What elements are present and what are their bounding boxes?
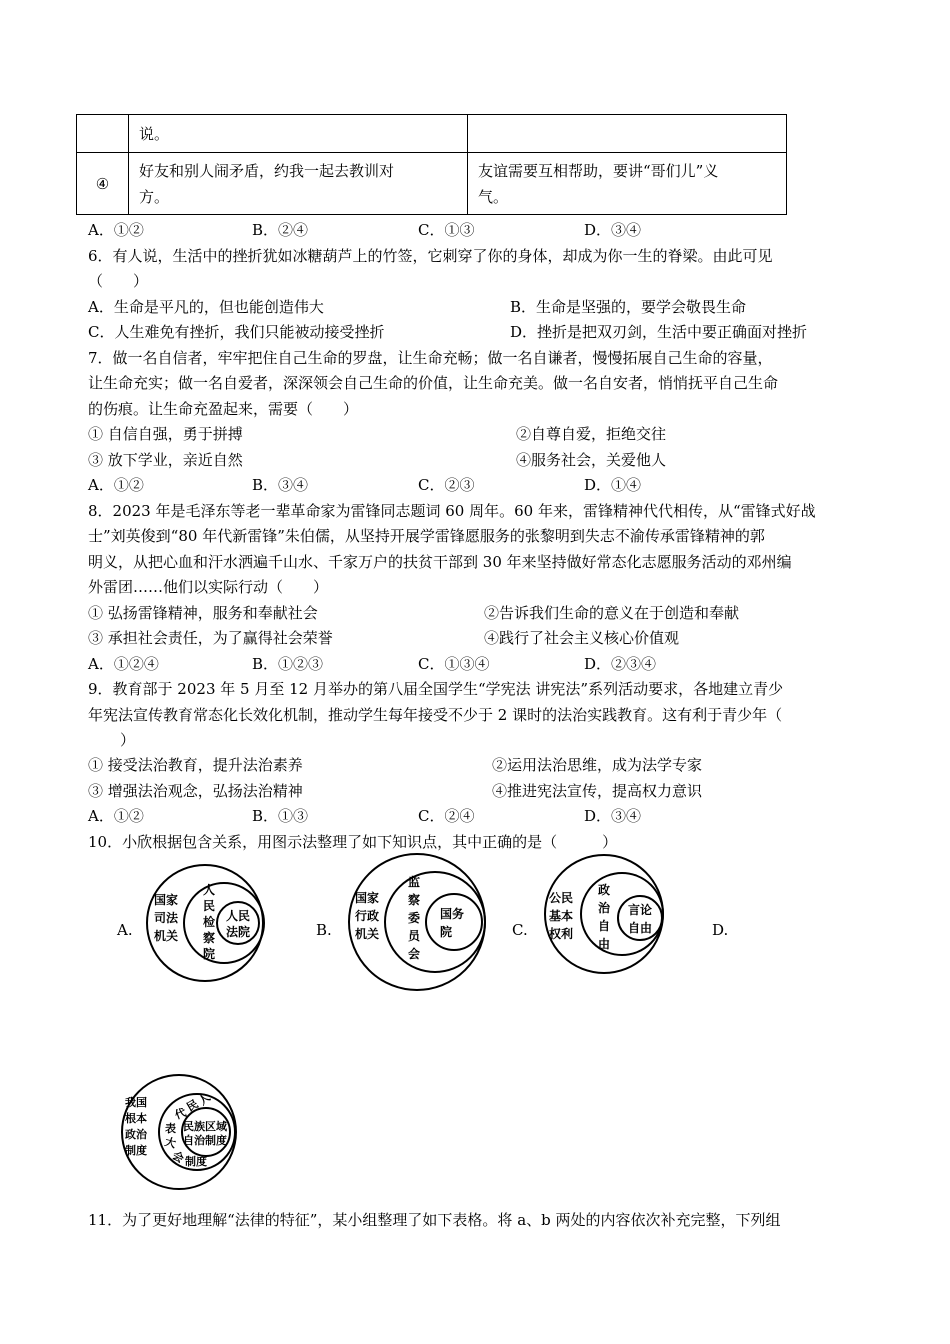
diagram-label: 会 [408,947,421,961]
diagram-label: 国家 [355,891,380,905]
diagram-label: 察 [408,893,421,907]
q8-item-3: ③ 承担社会责任，为了赢得社会荣誉 [88,629,333,647]
q9-stem: ） [120,731,136,749]
diagram-label: 察 [203,931,216,945]
q7-item-2: ②自尊自爱，拒绝交往 [516,425,667,443]
q7-option-a: A．①② [88,476,144,494]
q9-stem: 年宪法宣传教育常态化长效化机制，推动学生每年接受不少于 2 课时的法治实践教育。这有利于青少年（ [88,706,783,724]
q6-option-c: C．人生难免有挫折，我们只能被动接受挫折 [88,323,385,341]
cell-line: 气。 [478,187,509,206]
q9-item-3: ③ 增强法治观念，弘扬法治精神 [88,782,303,800]
diagram-c [540,854,670,974]
q7-option-c: C．②③ [418,476,475,494]
q9-option-c: C．②④ [418,807,475,825]
q7-stem: 7．做一名自信者，牢牢把住自己生命的罗盘，让生命充畅；做一名自谦者，慢慢拓展自己生命的容量， [88,349,773,367]
diagram-label: 民 [184,1097,201,1115]
q8-option-d: D．②③④ [584,655,657,673]
diagram-label: 自 [598,919,611,933]
q5-option-b: B．②④ [252,221,309,239]
table-cell-right [468,115,787,153]
cell-line: 友谊需要互相帮助，要讲“哥们儿”义 [478,161,719,180]
inner-circle [426,894,482,950]
diagram-label: 人 [196,1090,213,1108]
diagram-label: 民 [203,899,216,913]
diagram-label: 自治制度 [183,1134,227,1147]
q9-option-b: B．①③ [252,807,309,825]
diagram-label: 人民 [226,909,251,923]
diagram-label: 人 [203,883,216,897]
q5-option-a: A．①② [88,221,144,239]
table-cell-right [468,153,787,215]
q9-option-d: D．③④ [584,807,642,825]
q5-option-c: C．①③ [418,221,475,239]
q7-stem: 让生命充实；做一名自爱者，深深领会自己生命的价值，让生命充美。做一名自安者，悄悄抚平自己生命 [88,374,779,392]
q6-stem: （ ） [88,272,149,290]
diagram-label: 行政 [355,909,380,923]
diagram-label: 公民 [549,891,574,905]
table-cell-left: 说。 [129,115,468,153]
diagram-b [342,852,492,992]
q10-label-a: A. [117,921,133,939]
q7-option-b: B．③④ [252,476,309,494]
q7-item-3: ③ 放下学业，亲近自然 [88,451,243,469]
q9-stem: 9．教育部于 2023 年 5 月至 12 月举办的第八届全国学生“学宪法 讲宪法”系列活动要求，各地建立青少 [88,680,784,698]
diagram-label: 我国 [125,1096,147,1109]
diagram-label: 代 [173,1105,188,1122]
q10-stem: 10．小欣根据包含关系，用图示法整理了如下知识点，其中正确的是（ ） [88,833,618,851]
q5-option-d: D．③④ [584,221,642,239]
q8-option-a: A．①②④ [88,655,159,673]
diagram-label: 员 [408,929,421,943]
q6-option-a: A．生命是平凡的，但也能创造伟大 [88,298,324,316]
middle-circle [385,872,485,972]
diagram-label: 自由 [628,921,653,935]
diagram-label: 院 [440,925,453,939]
q9-item-4: ④推进宪法宣传，提高权力意识 [492,782,703,800]
q10-label-c: C. [512,921,528,939]
diagram-label: 国家 [154,893,179,907]
q7-option-d: D．①④ [584,476,642,494]
diagram-label: 法院 [226,925,251,939]
q8-stem: 士”刘英俊到“80 年代新雷锋”朱伯儒，从坚持开展学雷锋愿服务的张黎明到失志不渝传承雷锋精神的郭 [88,527,765,545]
diagram-a [140,862,270,984]
q11-stem: 11．为了更好地理解“法律的特征”，某小组整理了如下表格。将 a、b 两处的内容依次补充完整，下列组 [88,1211,781,1229]
table-row [77,153,787,215]
cell-line: 方。 [139,187,170,206]
diagram-label: 会 [170,1148,187,1166]
diagram-label: 权利 [549,927,574,941]
diagram-label: 制度 [125,1144,147,1157]
diagram-label: 政 [598,883,611,897]
diagram-label: 由 [598,937,611,951]
q7-stem: 的伤痕。让生命充盈起来，需要（ ） [88,400,359,418]
diagram-d [115,1074,245,1194]
table-cell-left [129,153,468,215]
diagram-label: 监 [408,875,421,889]
q8-stem: 明义，从把心血和汗水洒遍千山水、千家万户的扶贫干部到 30 年来坚持做好常态化志愿服务活动的邓州编 [88,553,792,571]
diagram-label: 治 [598,901,611,915]
diagram-label: 政治 [125,1128,147,1141]
diagram-label: 机关 [355,927,380,941]
diagram-label: 院 [203,947,216,961]
q6-option-b: B．生命是坚强的，要学会敬畏生命 [510,298,747,316]
diagram-label: 检 [203,915,216,929]
diagram-label: 国务 [440,907,465,921]
diagram-label: 基本 [549,909,574,923]
table-cell-num: ④ [77,153,129,215]
diagram-label: 言论 [628,903,653,917]
diagram-label: 机关 [154,929,179,943]
q8-option-b: B．①②③ [252,655,324,673]
diagram-label: 表 [165,1122,176,1135]
q8-item-1: ① 弘扬雷锋精神，服务和奉献社会 [88,604,318,622]
q8-stem: 外雷团……他们以实际行动（ ） [88,578,329,596]
diagram-label: 制度 [185,1155,207,1168]
answer-table [76,114,787,215]
q7-item-4: ④服务社会，关爱他人 [516,451,667,469]
cell-line: 好友和别人闹矛盾，约我一起去教训对 [139,161,395,180]
q7-item-1: ① 自信自强，勇于拼搏 [88,425,243,443]
q6-option-d: D．挫折是把双刃剑，生活中要正确面对挫折 [510,323,808,341]
q8-item-4: ④践行了社会主义核心价值观 [484,629,680,647]
q8-stem: 8．2023 年是毛泽东等老一辈革命家为雷锋同志题词 60 周年。60 年来，雷锋精神代代相传，从“雷锋式好战 [88,502,816,520]
table-cell-num [77,115,129,153]
diagram-label: 司法 [154,911,179,925]
q6-stem: 6．有人说，生活中的挫折犹如冰糖葫芦上的竹签，它刺穿了你的身体，却成为你一生的脊梁。由此可见 [88,247,773,265]
diagram-label: 大 [163,1135,178,1151]
q10-label-d: D. [712,921,729,939]
table-row [77,115,787,153]
q8-item-2: ②告诉我们生命的意义在于创造和奉献 [484,604,740,622]
q9-item-1: ① 接受法治教育，提升法治素养 [88,756,303,774]
diagram-label: 民族区域 [183,1120,227,1133]
q10-label-b: B. [316,921,332,939]
q9-option-a: A．①② [88,807,144,825]
diagram-label: 委 [408,911,421,925]
middle-circle [184,883,264,963]
diagram-label: 根本 [125,1112,147,1125]
q8-option-c: C．①③④ [418,655,490,673]
q9-item-2: ②运用法治思维，成为法学专家 [492,756,703,774]
